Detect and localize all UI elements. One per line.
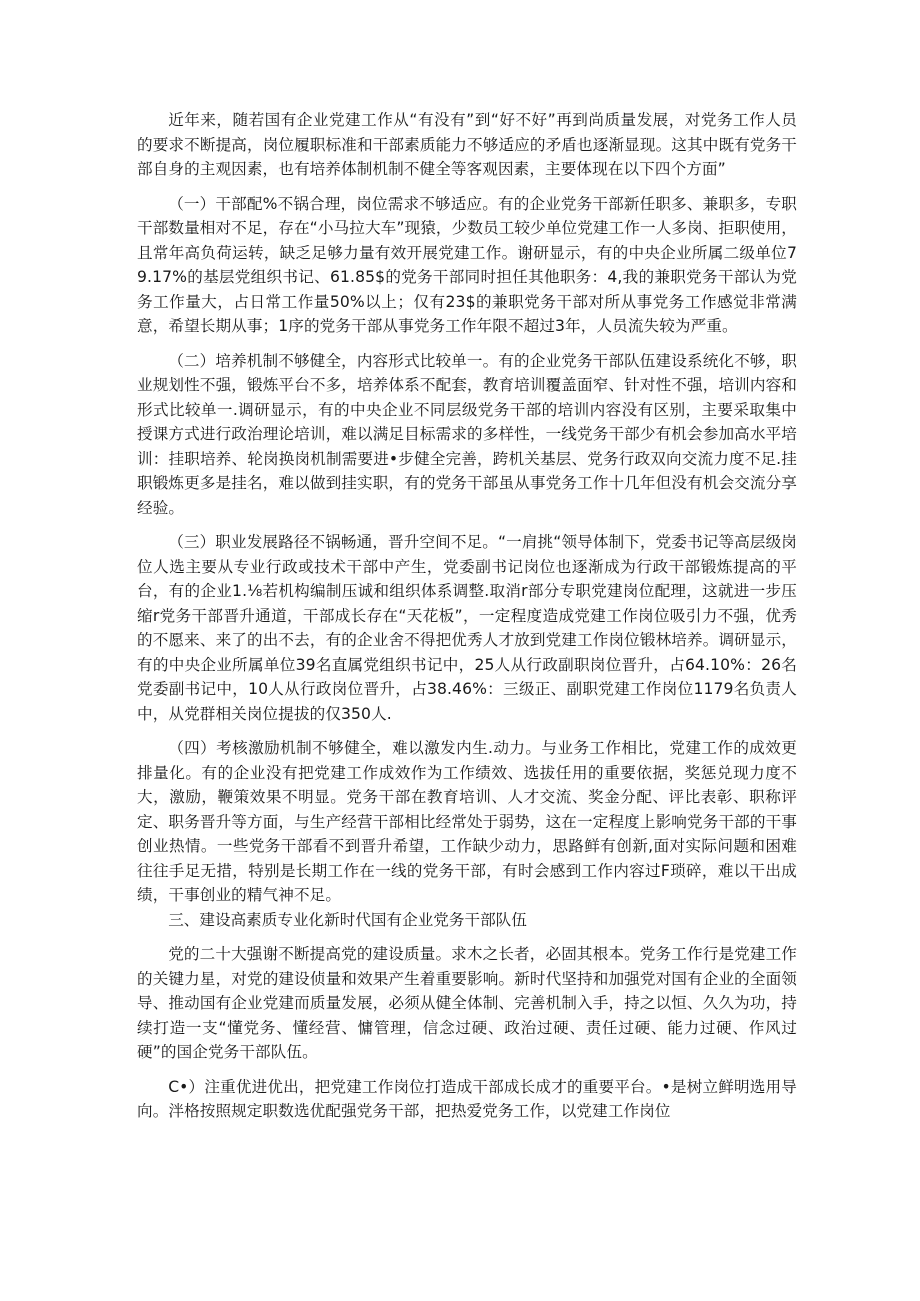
paragraph-section-3: （三）职业发展路径不锅畅通，晋升空间不足。“一肩挑“领导体制下，党委书记等高层级岗位人选主要从专业行政或技术干部中产生，党委副书记岗位也逐渐成为行政干部锻炼提高的平台，有的企业1.⅛若机构编制压诚和组织体系调整.取消r部分专职党建岗位配理，这就进一步压缩r党务干部晋升通道，干部成长存在“天花板”，一定程度造成党建工作岗位吸引力不强，优秀的不愿来、来了的出不去，有的企业舍不得把优秀人才放到党建工作岗位锻林培养。调研显示，有的中央企业所属单位39名直属党组织书记中，25人从行政副职岗位晋升，占64.10%：26名党委副书记中，10人从行政岗位晋升，占38.46%：三级正、副职党建工作岗位1179名负责人中，从党群相关岗位提拔的仅350人. (137, 533, 797, 723)
paragraph-measure-1: C•）注重优进优出，把党建工作岗位打造成干部成长成才的重要平台。•是树立鲜明选用导向。泮格按照规定职数选优配强党务干部，把热爱党务工作，以党建工作岗位 (137, 1077, 797, 1120)
section-heading: 三、建设高素质专业化新时代国有企业党务干部队伍 (168, 910, 527, 929)
paragraph-party-congress: 党的二十大强谢不断提高党的建设质量。求木之长者，必固其根本。党务工作行是党建工作的关键力星，对党的建设侦量和效果产生着重要影响。新时代坚持和加强党对国有企业的全面领导、推动国有企业党建而质量发展，必须从健全体制、完善机制入手，持之以恒、久久为功，持续打造一支“懂党务、懂经营、慵管理，信念过硬、政治过硬、责任过硬、能力过硬、作风过硬”的国企党务干部队伍。 (137, 945, 797, 1061)
paragraph-section-2: （二）培养机制不够健全，内容形式比较单一。有的企业党务干部队伍建设系统化不够，职业规划性不强，锻炼平台不多，培养体系不配套，教育培训覆盖面窄、针对性不强，培训内容和形式比较单一.调研显示，有的中央企业不同层级党务干部的培训内容没有区别，主要采取集中授课方式进行政治理论培训，难以满足目标需求的多样性，一线党务干部少有机会参加高水平培训：挂职培养、轮岗换岗机制需要进•步健全完善，跨机关基层、党务行政双向交流力度不足.挂职锻炼更多是挂名，难以做到挂实职，有的党务干部虽从事党务工作十几年但没有机会交流分享经验。 (137, 351, 797, 517)
paragraph-section-1: （一）干部配%不锅合理，岗位需求不够适应。有的企业党务干部新任职多、兼职多，专职干部数量相对不足，存在“小马拉大车”现猿，少数员工较少单位党建工作一人多岗、拒职使用，且常年高负荷运转，缺乏足够力量有效开展党建工作。谢研显示，有的中央企业所属二级单位79.17%的基层党组织书记、61.85$的党务干部同时担任其他职务：4,我的兼职党务干部认为党务工作量大，占日常工作量50%以上；仅有23$的兼职党务干部对所从事党务工作感觉非常满意，希望长期从事；1序的党务干部从事党务工作年限不超过3年，人员流失较为严重。 (137, 194, 797, 335)
document-body (137, 108, 797, 1124)
paragraph-intro: 近年来，随若国有企业党建工作从“有没有”到“好不好”再到尚质量发展，对党务工作人员的要求不断提高，岗位履职标准和干部素质能力不够适应的矛盾也逐渐显现。这其中既有党务干部自身的主观因素，也有培养体制机制不健全等客观因素，主要体现在以下四个方面” (137, 111, 797, 178)
paragraph-section-4: （四）考核激励机制不够健全，难以激发内生.动力。与业务工作相比，党建工作的成效更排量化。有的企业没有把党建工作成效作为工作绩效、选拔任用的重要依据，奖惩兑现力度不大，激励，鞭策效果不明显。党务干部在教育培训、人才交流、奖金分配、评比表彰、职称评定、职务晋升等方面，与生产经营干部相比经常处于弱势，这在一定程度上影响党务干部的干事创业热情。一些党务干部看不到晋升希望，工作缺少动力，思路鲜有创新,面对实际问题和困难往往手足无措，特别是长期工作在一线的党务干部，有时会感到工作内容过F琐碎，难以干出成绩，干事创业的精气神不足。 (137, 739, 797, 904)
